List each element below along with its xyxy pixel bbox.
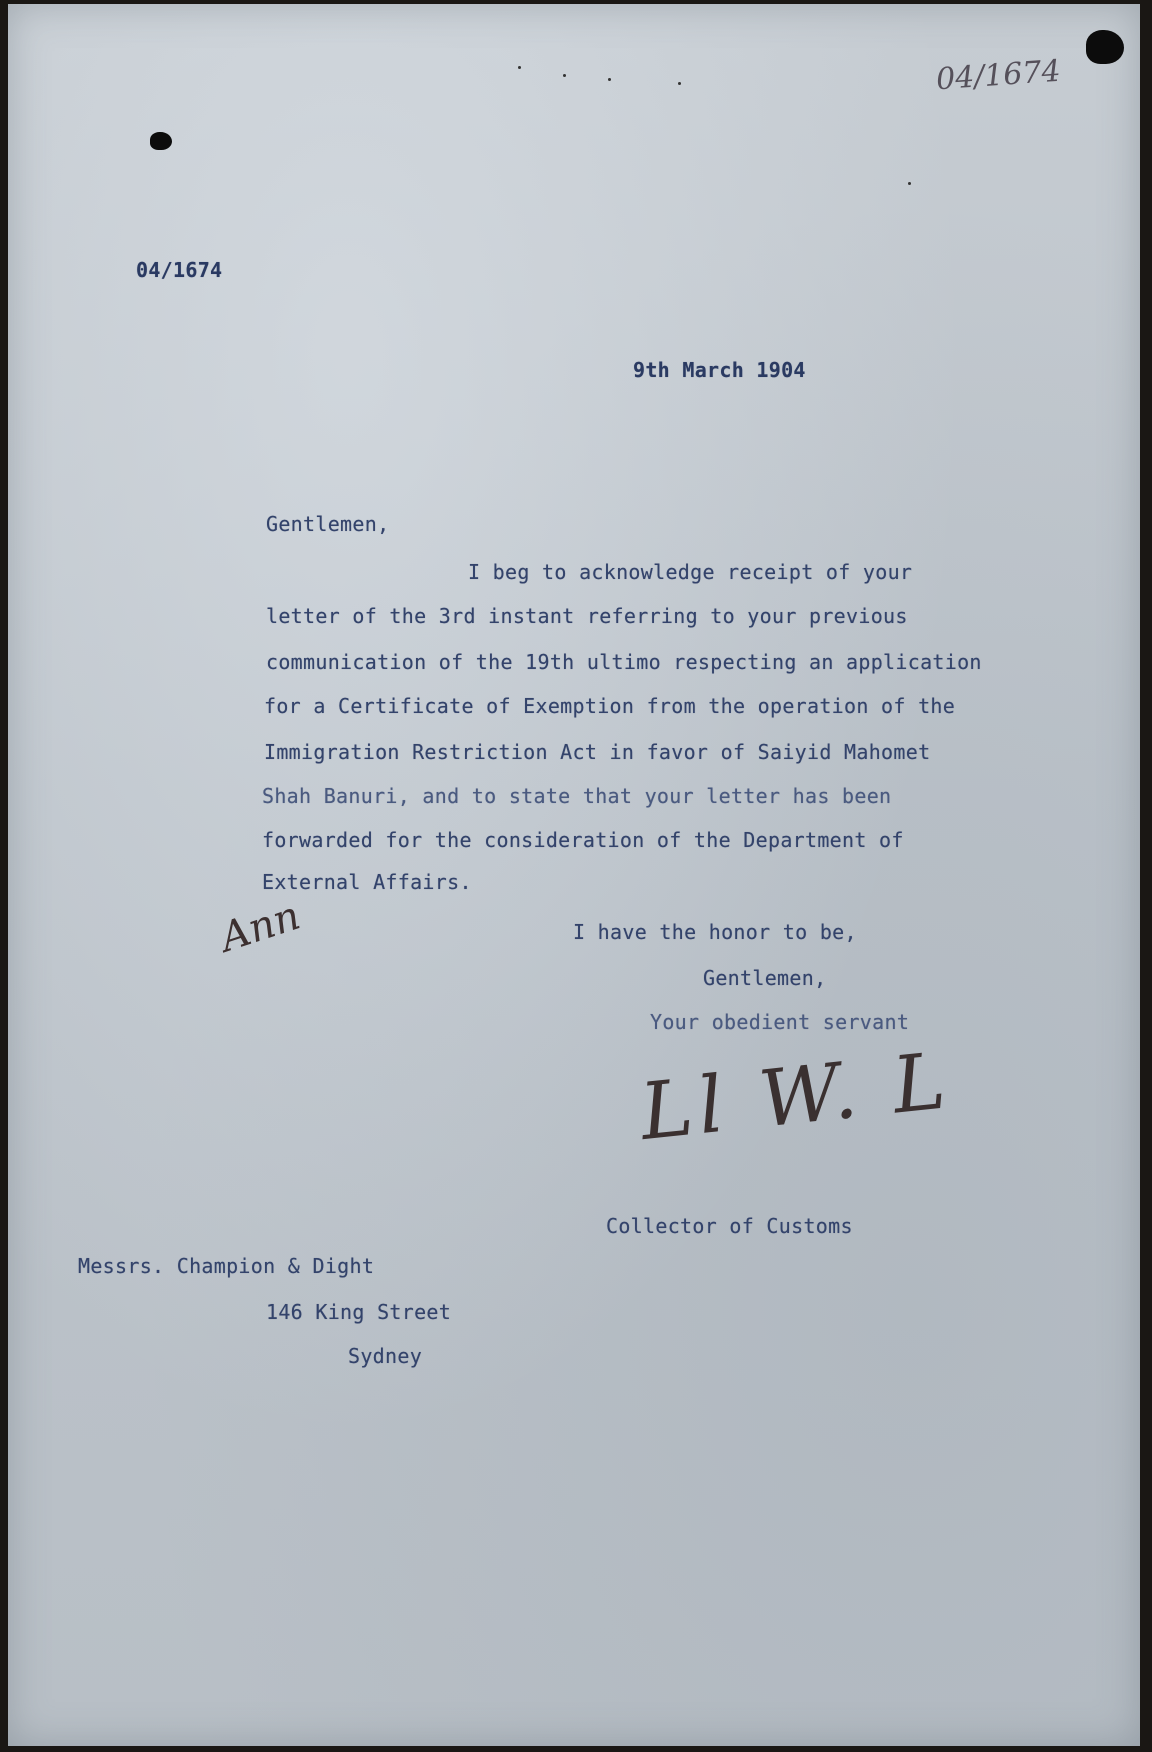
body-line-1: I beg to acknowledge receipt of your [468,560,913,584]
margin-initials: Ann [214,892,306,962]
speck [678,82,681,85]
ink-blot-top-right [1086,30,1124,64]
closing-line-2: Gentlemen, [703,966,827,990]
letter-date: 9th March 1904 [633,358,806,382]
body-line-8: External Affairs. [262,870,472,894]
speck [608,78,611,81]
signatory-title: Collector of Customs [606,1214,853,1238]
speck [563,74,566,77]
body-line-2: letter of the 3rd instant referring to your previous [266,604,908,628]
body-line-6: Shah Banuri, and to state that your letter has been [262,784,892,808]
file-reference: 04/1674 [136,258,223,282]
ink-blot-left [150,132,172,150]
signature: Ll W. L [636,1035,956,1159]
body-line-3: communication of the 19th ultimo respecting an application [266,650,982,674]
letter-page [8,4,1140,1746]
addressee-street: 146 King Street [266,1300,452,1324]
salutation: Gentlemen, [266,512,390,536]
addressee-city: Sydney [348,1344,423,1368]
body-line-4: for a Certificate of Exemption from the operation of the [264,694,956,718]
closing-line-1: I have the honor to be, [573,920,857,944]
handwritten-reference: 04/1674 [934,53,1062,98]
body-line-5: Immigration Restriction Act in favor of Saiyid Mahomet [264,740,931,764]
body-line-7: forwarded for the consideration of the Department of [262,828,904,852]
closing-line-3: Your obedient servant [650,1010,910,1034]
speck [518,66,521,69]
addressee-name: Messrs. Champion & Dight [78,1254,375,1278]
speck [908,182,911,185]
